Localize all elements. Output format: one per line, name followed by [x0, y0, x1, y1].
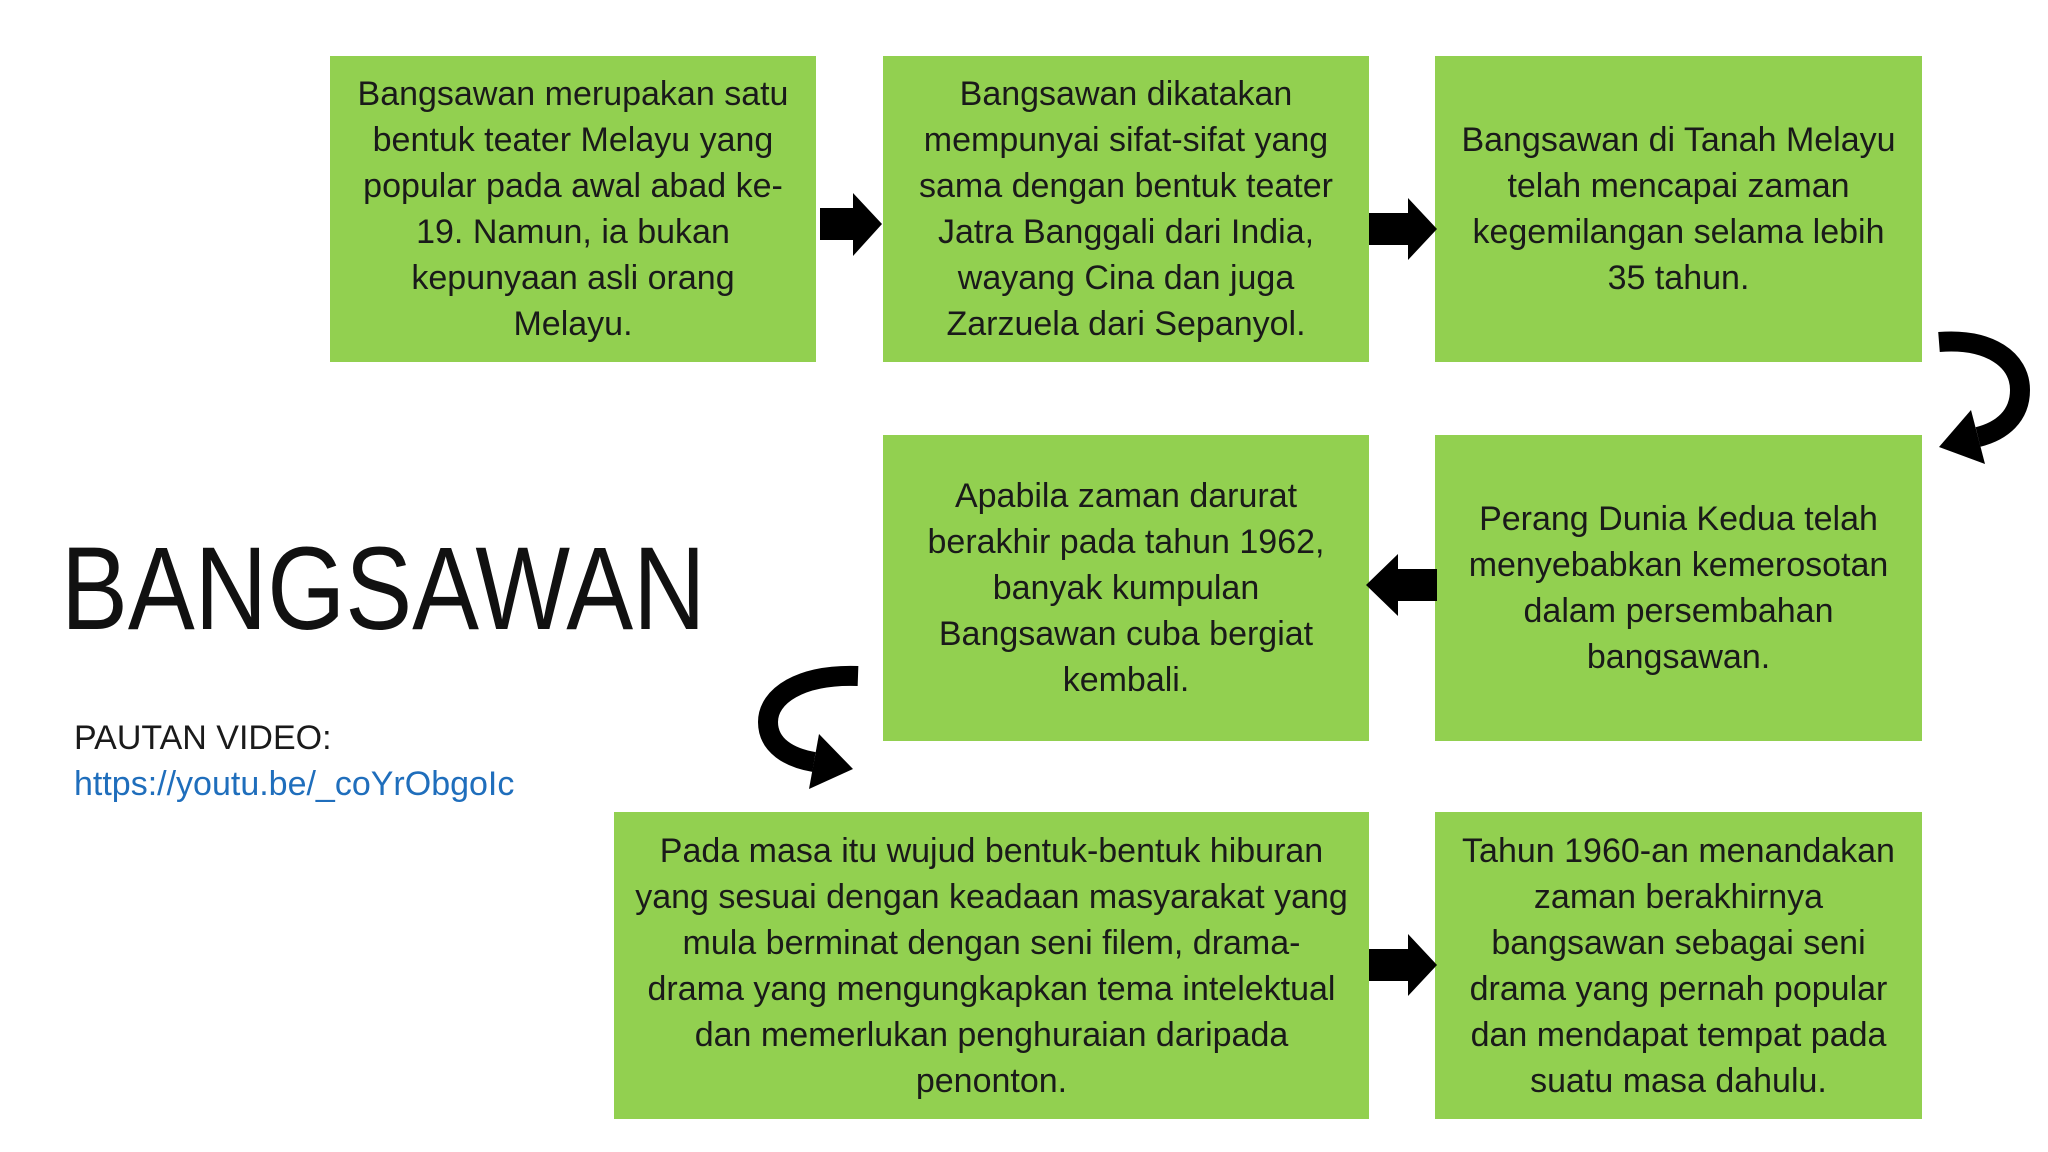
flow-box-text-line: dalam persembahan	[1523, 592, 1834, 630]
flow-box-6	[614, 812, 1369, 1119]
arrow-left-icon	[1366, 554, 1437, 616]
flow-box-text-line: kepunyaan asli orang	[411, 259, 735, 297]
flow-box-text-line: drama yang pernah popular	[1469, 969, 1888, 1008]
arrow-right-icon	[820, 193, 882, 256]
flow-box-text-line: Melayu.	[513, 305, 633, 343]
curved-arrow-body	[1939, 342, 2020, 437]
curved-arrow-down-right-icon	[768, 676, 858, 789]
flow-box-3	[1435, 56, 1922, 362]
flow-box-text-line: kegemilangan selama lebih	[1472, 213, 1885, 251]
flow-box-4	[1435, 435, 1922, 741]
flow-box-text-line: wayang Cina dan juga	[957, 259, 1295, 297]
video-link[interactable]: https://youtu.be/_coYrObgoIc	[74, 765, 515, 803]
video-section	[74, 715, 514, 807]
flow-box-text-line: telah mencapai zaman	[1507, 167, 1850, 205]
flow-box-text-line: bangsawan sebagai seni	[1491, 923, 1866, 962]
flow-box-text-line: drama yang mengungkapkan tema intelektual	[647, 969, 1336, 1008]
flow-box-text-line: Jatra Banggali dari India,	[937, 213, 1315, 251]
flow-box-2	[883, 56, 1369, 362]
flow-box-text-line: 35 tahun.	[1607, 259, 1750, 297]
flow-box-text-line: bangsawan.	[1586, 638, 1771, 676]
flow-box-text-line: Perang Dunia Kedua telah	[1479, 500, 1878, 538]
flow-box-text-line: dan memerlukan penghuraian daripada	[694, 1015, 1289, 1054]
arrow-right-icon	[1369, 198, 1437, 260]
slide-title: BANGSAWAN	[61, 523, 706, 655]
curved-arrow-head	[1939, 410, 1985, 464]
flow-box-text-line: berakhir pada tahun 1962,	[927, 523, 1325, 561]
flow-box-text-line: Bangsawan cuba bergiat	[938, 615, 1314, 653]
curved-arrow-head	[809, 734, 853, 789]
flow-box-text-line: mempunyai sifat-sifat yang	[923, 121, 1329, 159]
flow-box-text-line: Bangsawan di Tanah Melayu	[1461, 121, 1896, 159]
flow-box-text-line: menyebabkan kemerosotan	[1468, 546, 1889, 584]
flow-box-text-line: Apabila zaman darurat	[954, 477, 1298, 515]
flow-box-7	[1435, 812, 1922, 1119]
flow-box-text-line: Pada masa itu wujud bentuk-bentuk hiburan	[659, 831, 1324, 870]
flow-box-text-line: 19. Namun, ia bukan	[416, 213, 730, 251]
flow-box-1	[330, 56, 816, 362]
flow-box-text-line: yang sesuai dengan keadaan masyarakat yang	[635, 877, 1348, 916]
arrow-right-icon	[1369, 934, 1437, 996]
curved-arrow-down-left-icon	[1939, 342, 2020, 464]
flow-box-text-line: bentuk teater Melayu yang	[372, 121, 774, 159]
flow-box-text-line: banyak kumpulan	[992, 569, 1260, 607]
flow-box-text-line: Bangsawan merupakan satu	[357, 75, 789, 113]
flow-box-text-line: Zarzuela dari Sepanyol.	[946, 305, 1306, 343]
flow-box-text-line: popular pada awal abad ke-	[363, 167, 783, 205]
flow-box-text-line: penonton.	[915, 1061, 1068, 1100]
flow-box-text-line: sama dengan bentuk teater	[919, 167, 1333, 205]
flow-box-text-line: zaman berakhirnya	[1533, 877, 1824, 916]
flow-box-text-line: suatu masa dahulu.	[1530, 1061, 1827, 1100]
flow-box-text-line: kembali.	[1062, 661, 1190, 699]
flow-box-5	[883, 435, 1369, 741]
flow-box-text-line: Bangsawan dikatakan	[959, 75, 1293, 113]
video-label: PAUTAN VIDEO:	[74, 719, 332, 757]
flow-box-text-line: Tahun 1960-an menandakan	[1462, 831, 1895, 870]
flow-box-text-line: mula berminat dengan seni filem, drama-	[682, 923, 1301, 962]
flow-box-text-line: dan mendapat tempat pada	[1470, 1015, 1887, 1054]
curved-arrow-body	[768, 676, 858, 762]
